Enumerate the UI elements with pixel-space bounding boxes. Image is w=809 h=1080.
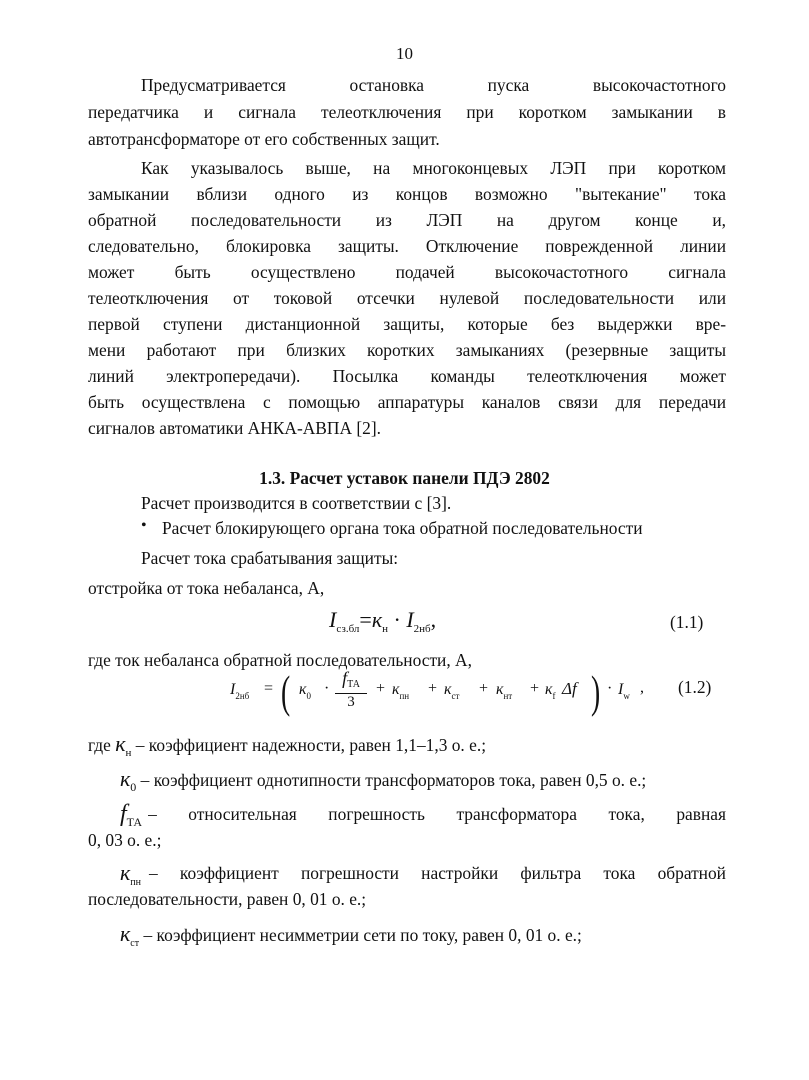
formula-1-2-fta: f [342, 668, 348, 688]
definition-kst-symbol: к [120, 921, 131, 946]
formula-1-2-lhs-symbol: I [230, 681, 236, 698]
definition-kn-symbol: к [115, 731, 126, 756]
definition-kpn-continuation: последовательности, равен 0, 01 о. е.; [88, 889, 367, 909]
formula-1-2-kf-sub: f [552, 691, 556, 701]
definition-kpn-symbol: к [120, 860, 131, 885]
paragraph-2-line-2: замыкании вблизи одного из концов возможно "вытекание" тока [88, 184, 726, 204]
formula-1-1-dot: · [393, 607, 401, 632]
formula-1-2-kpn-symbol: к [392, 681, 400, 698]
formula-1-2-fraction-numerator [330, 668, 372, 689]
paragraph-2-line-5: может быть осуществлено подачей высокочастотного сигнала [88, 262, 726, 282]
page-number: 10 [396, 44, 413, 63]
formula-1-2-knt [496, 681, 512, 699]
paragraph-2-line-11: сигналов автоматики АНКА-АВПА [2]. [88, 418, 381, 438]
definition-kpn-text: – коэффициент погрешности настройки фильтра тока обратной [149, 863, 726, 883]
formula-1-2-kf [545, 681, 555, 699]
paragraph-2-line-9: линий электропередачи). Посылка команды телеотключения может [88, 366, 726, 386]
formula-1-2-fraction-denominator: 3 [347, 694, 355, 710]
equation-number-1-2: (1.2) [678, 677, 712, 697]
formula-1-2-lhs [230, 681, 249, 699]
paragraph-2-line-7: первой ступени дистанционной защиты, которые без выдержки вре- [88, 314, 726, 334]
definition-fta [120, 801, 726, 830]
formula-1-2-tail: , [640, 679, 644, 696]
definition-fta-sub: ТА [126, 815, 143, 829]
formula-1-2-plus-4: + [530, 680, 540, 697]
trip-current-intro: Расчет тока срабатывания защиты: [141, 548, 399, 568]
paragraph-2-line-10: быть осуществлена с помощью аппаратуры каналов связи для передачи [88, 392, 726, 412]
definition-kn-sub: н [125, 747, 132, 759]
formula-1-2-dot-2: · [607, 680, 613, 697]
bullet-item-text: Расчет блокирующего органа тока обратной последовательности [162, 518, 643, 538]
formula-1-2-plus-3: + [479, 680, 489, 697]
definition-kn [88, 731, 486, 761]
paragraph-1-line-3: автотрансформаторе от его собственных защит. [88, 129, 440, 149]
definition-fta-continuation: 0, 03 о. е.; [88, 830, 162, 850]
formula-1-1-equals: = [359, 607, 372, 632]
formula-1-1-i-sub: 2нб [413, 623, 431, 635]
formula-1-1-k-sub: н [382, 623, 389, 635]
definition-k0-sub: 0 [130, 780, 137, 794]
formula-1-2-k0-sub: 0 [306, 691, 311, 701]
unbalance-detuning-text: отстройка от тока небаланса, А, [88, 578, 325, 598]
definition-kpn-sub: пн [130, 877, 141, 888]
section-heading: 1.3. Расчет уставок панели ПДЭ 2802 [259, 468, 550, 488]
formula-1-2-kst-sub: ст [451, 691, 460, 701]
formula-1-2-plus-1: + [376, 680, 386, 697]
formula-1-2-iw [618, 681, 630, 699]
calc-basis-text: Расчет производится в соответствии с [3]. [141, 493, 452, 513]
formula-1-2-close-paren: ) [591, 666, 601, 717]
formula-1-2-plus-2: + [428, 680, 438, 697]
paragraph-2-line-1: Как указывалось выше, на многоконцевых ЛЭП при коротком [141, 158, 726, 178]
formula-1-2-iw-symbol: I [618, 681, 624, 698]
formula-1-2-dot-1: · [324, 680, 330, 697]
formula-1-2-equals: = [264, 680, 274, 697]
definition-k0 [120, 766, 646, 795]
bullet-marker: • [141, 517, 147, 534]
definition-k0-text: – коэффициент однотипности трансформаторов тока, равен 0,5 о. е.; [140, 770, 647, 790]
formula-1-2-kpn [392, 681, 409, 699]
definition-fta-text: – относительная погрешность трансформатора тока, равная [148, 804, 726, 824]
formula-1-2-open-paren: ( [281, 666, 291, 717]
formula-1-1-tail: , [430, 607, 437, 632]
formula-1-1 [329, 607, 436, 633]
formula-1-2-k0-symbol: к [299, 681, 307, 698]
formula-1-2-iw-sub: w [623, 691, 630, 701]
paragraph-2-line-3: обратной последовательности из ЛЭП на другом конце и, [88, 210, 726, 230]
formula-1-2-kst-symbol: к [444, 681, 452, 698]
equation-number-1-1: (1.1) [670, 612, 704, 632]
definition-kn-prefix: где [88, 735, 111, 755]
definition-kn-text: – коэффициент надежности, равен 1,1–1,3 о. е.; [135, 735, 487, 755]
definition-kst-sub: ст [130, 938, 140, 949]
formula-1-2-kpn-sub: пн [399, 691, 410, 701]
formula-1-1-lhs: I [329, 607, 337, 632]
formula-1-1-i: I [406, 607, 414, 632]
unbalance-intro-text: где ток небаланса обратной последовательности, А, [88, 650, 472, 670]
definition-kst [120, 921, 582, 952]
formula-1-2-fta-sub: ТА [347, 679, 360, 690]
paragraph-1-line-1: Предусматривается остановка пуска высокочастотного [141, 75, 726, 95]
formula-1-2-k0 [299, 681, 311, 699]
definition-k0-symbol: к [120, 766, 131, 791]
paragraph-2-line-4: следовательно, блокировка защиты. Отключение поврежденной линии [88, 236, 726, 256]
formula-1-2-knt-sub: нт [503, 691, 513, 701]
paragraph-2-line-8: мени работают при близких коротких замыканиях (резервные защиты [88, 340, 726, 360]
definition-kst-text: – коэффициент несимметрии сети по току, равен 0, 01 о. е.; [143, 925, 582, 945]
paragraph-2-line-6: телеотключения от токовой отсечки нулевой последовательности или [88, 288, 726, 308]
paragraph-1-line-2: передатчика и сигнала телеотключения при коротком замыкании в [88, 102, 726, 122]
formula-1-1-lhs-sub: сз.бл [336, 623, 360, 635]
formula-1-1-k: к [371, 607, 383, 632]
formula-1-2-kf-symbol: к [545, 681, 553, 698]
formula-1-2-kst [444, 681, 459, 699]
formula-1-2-knt-symbol: к [496, 681, 504, 698]
formula-1-2-lhs-sub: 2нб [235, 691, 250, 701]
formula-1-2-delta-f: Δf [562, 679, 577, 698]
definition-fta-symbol: f [120, 801, 127, 827]
